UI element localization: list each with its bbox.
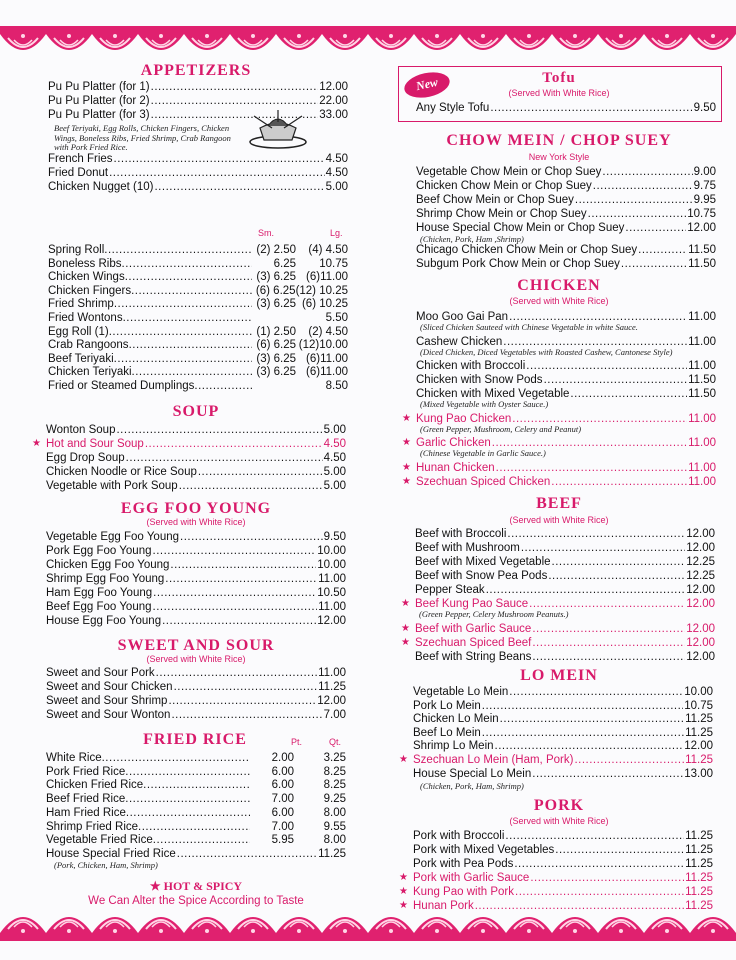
chow-mein-heading: CHOW MEIN / CHOP SUEY [446, 132, 672, 149]
item-price: 5.00 [325, 181, 348, 193]
item-name: Chicken Lo Mein [413, 713, 499, 726]
item-price: 11.25 [685, 900, 713, 912]
item-name: Boneless Ribs [48, 257, 122, 270]
menu-item-row [46, 694, 346, 708]
appetizers-heading: APPETIZERS [140, 62, 252, 79]
item-name: Sweet and Sour Shrimp [46, 695, 168, 707]
menu-item-row [48, 166, 348, 180]
pork-subtitle: (Served with White Rice) [509, 816, 609, 826]
item-name: Sweet and Sour Chicken [46, 681, 173, 693]
item-name: French Fries [48, 153, 113, 165]
large-price: (2) 4.50 [308, 325, 348, 338]
menu-item-row [48, 284, 348, 298]
item-price: 12.00 [686, 650, 715, 663]
item-name: Vegetable Chow Mein or Chop Suey [416, 166, 602, 178]
tofu-subtitle: (Served With White Rice) [508, 88, 610, 98]
pint-price: 7.00 [271, 820, 294, 833]
small-price: (3) 6.25 [256, 271, 296, 284]
item-name: Crab Rangoons [48, 339, 129, 352]
small-price: (2) 2.50 [256, 244, 296, 256]
item-description: (Green Pepper, Celery Mushroom Peanuts.) [419, 609, 569, 619]
menu-item-row [46, 437, 346, 451]
item-price: 12.00 [684, 740, 713, 753]
item-name: Vegetable Egg Foo Young [46, 531, 180, 543]
pint-price: 5.95 [271, 834, 294, 847]
item-price: 9.50 [323, 531, 346, 543]
item-name: Chicken Fried Rice [46, 779, 144, 792]
item-price: 22.00 [319, 95, 348, 107]
item-name: Ham Fried Rice [46, 806, 126, 819]
egg-foo-young-heading: EGG FOO YOUNG [120, 500, 272, 517]
item-price: 13.00 [684, 767, 713, 780]
egg-foo-young-subtitle: (Served with White Rice) [146, 517, 246, 527]
hot-spicy-legend: ★ HOT & SPICY [149, 879, 243, 893]
item-name: Moo Goo Gai Pan [416, 311, 509, 323]
menu-item-row [416, 373, 716, 387]
item-price: 4.50 [323, 452, 346, 464]
menu-item-row [46, 833, 346, 847]
menu-item-row [416, 165, 716, 179]
item-name: Beef Kung Pao Sauce [415, 598, 529, 610]
large-size-label: Lg. [330, 228, 343, 238]
small-price [252, 311, 296, 325]
house-lo-mein-note: (Chicken, Pork, Ham, Shrimp) [420, 781, 524, 791]
item-name: Beef with Garlic Sauce [415, 622, 532, 635]
item-price: 9.50 [693, 102, 716, 114]
menu-item-row [413, 739, 713, 753]
item-name: Chicken Nugget (10) [48, 181, 154, 193]
item-price: 10.00 [317, 559, 346, 571]
hot-spicy-star-icon: ★ [402, 475, 411, 487]
item-name: Garlic Chicken [416, 437, 491, 449]
quart-price: 9.55 [323, 820, 346, 833]
menu-item-row [413, 767, 713, 781]
item-price: 12.00 [317, 615, 346, 627]
item-name: Fried Wontons [48, 312, 123, 324]
new-badge-label: New [414, 74, 440, 94]
hot-spicy-star-icon: ★ [399, 872, 408, 883]
item-price: 11.00 [688, 475, 716, 488]
chicken-heading: CHICKEN [517, 277, 601, 294]
item-price: 11.25 [685, 713, 713, 726]
item-name: Chicken Chow Mein or Chop Suey [416, 180, 592, 192]
item-price: 12.00 [686, 636, 715, 649]
item-price: 9.95 [693, 194, 716, 206]
item-name: Chicken with Mixed Vegetable [416, 388, 570, 400]
item-name: Szechuan Lo Mein (Ham, Pork) [413, 754, 574, 766]
item-name: Chicken Wings [48, 271, 125, 284]
large-price: (12) 10.25 [295, 284, 348, 297]
menu-item-row [416, 243, 716, 257]
item-price: 11.00 [688, 412, 716, 425]
lo-mein-heading: LO MEIN [520, 667, 598, 684]
menu-item-row [416, 221, 716, 235]
menu-item-row [48, 152, 348, 166]
menu-item-row [415, 527, 715, 541]
item-price: 9.75 [693, 180, 716, 192]
small-price: (6) 6.25 [256, 339, 296, 352]
menu-item-row [413, 857, 713, 871]
item-name: Sweet and Sour Pork [46, 667, 155, 679]
item-price: 12.00 [687, 222, 716, 234]
item-name: Szechuan Spiced Chicken [416, 475, 551, 488]
beef-subtitle: (Served with White Rice) [509, 515, 609, 525]
item-name: Shrimp Fried Rice [46, 820, 139, 833]
menu-item-row [413, 885, 713, 899]
pint-price: 2.00 [271, 752, 294, 764]
menu-item-row [416, 461, 716, 475]
small-price: (1) 2.50 [256, 325, 296, 338]
menu-item-row [48, 270, 348, 284]
item-name: Beef Chow Mein or Chop Suey [416, 194, 574, 206]
item-name: Shrimp Lo Mein [413, 740, 494, 753]
item-name: Beef with Mixed Vegetable [415, 556, 551, 568]
menu-item-row [46, 465, 346, 479]
house-chow-mein-note: (Chicken, Pork, Ham ,Shrimp) [420, 234, 524, 244]
menu-item-row [46, 778, 346, 792]
menu-item-row [46, 451, 346, 465]
large-price: 5.50 [325, 312, 348, 324]
item-price: 11.00 [688, 311, 716, 323]
menu-item-row [416, 179, 716, 193]
hot-spicy-star-icon: ★ [401, 622, 410, 634]
menu-item-row [48, 80, 348, 94]
hot-spicy-star-icon: ★ [399, 900, 408, 911]
hot-spicy-star-icon: ★ [401, 636, 410, 648]
menu-item-row [413, 726, 713, 740]
menu-item-row [416, 101, 716, 115]
menu-item-row [48, 94, 348, 108]
small-price: (6) 6.25 [255, 284, 296, 297]
item-price: 11.00 [688, 437, 716, 449]
fried-rice-heading: FRIED RICE [143, 731, 247, 748]
item-name: Beef with Mushroom [415, 542, 520, 554]
menu-item-row [416, 257, 716, 271]
hot-spicy-star-icon: ★ [32, 438, 41, 449]
menu-item-row [48, 180, 348, 194]
item-price: 11.00 [688, 360, 716, 372]
item-name: Pork with Mixed Vegetables [413, 844, 555, 856]
item-price: 11.50 [688, 374, 716, 386]
quart-price: 3.25 [323, 752, 346, 764]
menu-item-row [48, 297, 348, 311]
item-name: Pork with Broccoli [413, 830, 505, 842]
pork-heading: PORK [533, 797, 585, 814]
small-price: (3) 6.25 [256, 298, 296, 311]
item-description: (Green Pepper, Mushroom, Celery and Peanut) [420, 423, 582, 434]
item-price: 5.00 [323, 424, 346, 436]
item-price: 11.50 [688, 258, 716, 270]
item-price: 12.25 [686, 570, 715, 582]
item-name: Pork Fried Rice [46, 765, 126, 778]
house-fried-rice-note: (Pork, Chicken, Ham, Shrimp) [54, 860, 158, 870]
item-name: House Special Lo Mein [413, 767, 532, 780]
item-price: 7.00 [323, 709, 346, 721]
menu-item-row [46, 820, 346, 834]
item-price: 11.00 [318, 601, 346, 613]
item-price: 10.00 [317, 545, 346, 557]
hot-spicy-star-icon: ★ [402, 437, 411, 448]
menu-item-row [48, 365, 348, 379]
item-price: 4.50 [325, 167, 348, 179]
menu-item-row [46, 751, 346, 765]
menu-item-row [413, 685, 713, 699]
menu-item-row [46, 614, 346, 628]
item-name: Pu Pu Platter (for 3) [48, 109, 150, 121]
item-name: Vegetable Fried Rice [46, 834, 153, 847]
hot-spicy-star-icon: ★ [399, 886, 408, 897]
large-price: (6) 10.25 [301, 298, 348, 311]
menu-item-row [46, 423, 346, 437]
pint-price: 6.00 [271, 765, 294, 778]
item-price: 11.00 [688, 335, 716, 348]
item-price: 11.25 [318, 681, 346, 693]
large-price: (6)11.00 [306, 366, 348, 379]
menu-item-row [48, 257, 348, 271]
menu-item-row [46, 558, 346, 572]
small-price: (3) 6.25 [256, 352, 296, 365]
item-price: 9.00 [693, 166, 716, 178]
menu-item-row [48, 311, 348, 325]
item-name: Beef Fried Rice [46, 793, 126, 806]
house-fried-rice-row: House Special Fried Rice ..... 11.25 [46, 847, 346, 861]
soup-heading: SOUP [172, 403, 220, 420]
menu-item-row [413, 871, 713, 885]
item-name: Hunan Pork [413, 900, 474, 912]
item-name: Chicken Noodle or Rice Soup [46, 466, 197, 478]
beef-heading: BEEF [536, 495, 582, 512]
item-price: 11.25 [685, 726, 713, 739]
item-name: Pu Pu Platter (for 1) [48, 81, 150, 93]
menu-item-row [46, 792, 346, 806]
menu-item-row [413, 843, 713, 857]
large-price: 8.50 [325, 380, 348, 392]
spice-note: We Can Alter the Spice According to Taste [88, 895, 304, 907]
item-price: 11.00 [318, 573, 346, 585]
item-name: Szechuan Spiced Beef [415, 636, 532, 649]
menu-item-row [48, 243, 348, 257]
small-size-label: Sm. [258, 228, 275, 238]
item-price: 11.25 [685, 886, 713, 898]
menu-item-row [413, 899, 713, 913]
tofu-heading: Tofu [542, 70, 576, 86]
item-name: Beef Lo Mein [413, 726, 481, 739]
sweet-sour-subtitle: (Served with White Rice) [146, 654, 246, 664]
item-name: Beef Teriyaki [48, 352, 114, 365]
item-name: Beef with Snow Pea Pods [415, 570, 548, 582]
menu-item-row [46, 572, 346, 586]
pint-label: Pt. [291, 737, 303, 747]
small-price: (3) 6.25 [256, 366, 296, 379]
quart-price: 9.25 [323, 793, 346, 806]
item-price: 12.00 [686, 622, 715, 635]
menu-item-row [46, 666, 346, 680]
item-name: Hunan Chicken [416, 461, 495, 474]
pint-price: 7.00 [271, 793, 294, 806]
menu-item-row [46, 765, 346, 779]
item-name: Pork with Pea Pods [413, 858, 514, 870]
item-price: 11.00 [318, 667, 346, 679]
item-name: Pork Lo Mein [413, 699, 481, 712]
menu-item-row [416, 193, 716, 207]
menu-item-row [46, 600, 346, 614]
item-name: Pork Egg Foo Young [46, 545, 152, 557]
large-price: (6)11.00 [306, 271, 348, 284]
hot-spicy-star-icon: ★ [399, 754, 408, 765]
item-name: Vegetable Lo Mein [413, 686, 509, 698]
item-price: 11.50 [688, 388, 716, 400]
item-price: 10.00 [684, 686, 713, 698]
small-price [252, 379, 296, 393]
item-name: Egg Roll (1) [48, 325, 109, 338]
quart-price: 8.25 [323, 779, 346, 792]
item-name: Kung Pao Chicken [416, 412, 512, 425]
item-name: Hot and Sour Soup [46, 438, 144, 450]
item-name: Kung Pao with Pork [413, 886, 515, 898]
menu-item-row [416, 359, 716, 373]
item-name: White Rice [46, 752, 102, 764]
menu-item-row [415, 541, 715, 555]
item-name: Pepper Steak [415, 584, 485, 596]
item-name: Chicago Chicken Chow Mein or Chop Suey [416, 244, 638, 256]
sweet-sour-heading: SWEET AND SOUR [117, 637, 275, 654]
item-name: Chicken Fingers [48, 284, 132, 297]
large-price: (12)10.00 [298, 339, 348, 352]
menu-item-row [48, 352, 348, 366]
menu-item-row [46, 530, 346, 544]
hot-spicy-star-icon: ★ [401, 598, 410, 609]
large-price: (6)11.00 [306, 352, 348, 365]
menu-item-row [46, 586, 346, 600]
item-name: Subgum Pork Chow Mein or Chop Suey [416, 258, 620, 270]
item-price: 33.00 [319, 109, 348, 121]
menu-item-row [413, 753, 713, 767]
item-name: Shrimp Chow Mein or Chop Suey [416, 208, 587, 220]
platter-note: Beef Teriyaki, Egg Rolls, Chicken Fingers, Chicken Wings, Boneless Ribs, Fried Shrimp, Crab Rangoon with Pork Fried Rice. [54, 123, 231, 152]
item-name: Beef Egg Foo Young [46, 601, 152, 613]
chicken-subtitle: (Served with White Rice) [509, 296, 609, 306]
quart-price: 8.00 [323, 834, 346, 847]
item-price: 10.75 [687, 208, 716, 220]
menu-item-row [48, 325, 348, 339]
menu-item-row [46, 479, 346, 493]
menu-item-row [48, 338, 348, 352]
item-price: 11.25 [685, 754, 713, 766]
quart-price: 8.00 [323, 806, 346, 819]
item-price: 11.25 [685, 872, 713, 884]
menu-item-row [415, 636, 715, 650]
small-price: 6.25 [273, 257, 296, 270]
large-price: 10.75 [319, 257, 348, 270]
item-name: Spring Roll [48, 244, 105, 256]
item-name: Any Style Tofu [416, 102, 490, 114]
top-decorative-border [0, 26, 736, 62]
menu-item-row [415, 569, 715, 583]
item-name: House Special Chow Mein or Chop Suey [416, 222, 625, 234]
item-price: 4.50 [323, 438, 346, 450]
menu-item-row [46, 806, 346, 820]
item-price: 5.00 [323, 480, 346, 492]
item-price: 11.25 [685, 858, 713, 870]
quart-label: Qt. [329, 737, 342, 747]
item-price: 11.25 [685, 844, 713, 856]
item-name: Chicken with Broccoli [416, 360, 526, 372]
item-price: 10.50 [317, 587, 346, 599]
item-name: Fried Donut [48, 167, 109, 179]
menu-item-row [415, 650, 715, 664]
pupu-platter-pot-icon [246, 108, 310, 150]
menu-item-row [416, 207, 716, 221]
item-price: 12.00 [686, 528, 715, 540]
item-name: Wonton Soup [46, 424, 116, 436]
item-price: 10.75 [684, 699, 713, 712]
item-name: Beef with Broccoli [415, 528, 507, 540]
menu-item-row [413, 829, 713, 843]
chow-mein-subtitle: New York Style [528, 152, 590, 162]
item-name: Cashew Chicken [416, 335, 503, 348]
item-description: (Chinese Vegetable in Garlic Sauce.) [420, 448, 546, 458]
item-price: 11.50 [688, 244, 716, 256]
item-name: Ham Egg Foo Young [46, 587, 153, 599]
hot-spicy-star-icon: ★ [402, 461, 411, 473]
menu-item-row [413, 712, 713, 726]
item-price: 12.00 [686, 598, 715, 610]
large-price: (4) 4.50 [308, 244, 348, 256]
item-name: Chicken Teriyaki [48, 366, 132, 379]
item-price: 4.50 [325, 153, 348, 165]
item-price: 12.25 [686, 556, 715, 568]
item-name: Beef with String Beans [415, 650, 532, 663]
menu-item-row [48, 379, 348, 393]
menu-item-row [46, 708, 346, 722]
menu-item-row [415, 555, 715, 569]
menu-item-row [46, 680, 346, 694]
quart-price: 8.25 [323, 765, 346, 778]
item-name: House Egg Foo Young [46, 615, 162, 627]
item-price: 12.00 [686, 542, 715, 554]
item-name: Pork with Garlic Sauce [413, 872, 530, 884]
item-name: Chicken Egg Foo Young [46, 559, 170, 571]
item-description: (Diced Chicken, Diced Vegetables with Roasted Cashew, Cantonese Style) [420, 346, 673, 357]
menu-item-row [46, 544, 346, 558]
item-description: (Mixed Vegetable with Oyster Sauce.) [420, 399, 549, 409]
item-name: Egg Drop Soup [46, 452, 125, 464]
item-name: Sweet and Sour Wonton [46, 709, 171, 721]
item-price: 11.00 [688, 461, 716, 474]
item-name: Fried or Steamed Dumplings [48, 380, 195, 392]
item-name: Shrimp Egg Foo Young [46, 573, 165, 585]
menu-item-row [416, 475, 716, 489]
menu-item-row [415, 583, 715, 597]
item-name: Fried Shrimp [48, 298, 114, 311]
item-name: Vegetable with Pork Soup [46, 480, 178, 492]
item-price: 5.00 [323, 466, 346, 478]
item-name: Pu Pu Platter (for 2) [48, 95, 150, 107]
menu-item-row [415, 622, 715, 636]
item-description: (Sliced Chicken Sauteed with Chinese Vegetable in white Sauce. [420, 322, 638, 332]
hot-spicy-star-icon: ★ [402, 412, 411, 424]
item-price: 12.00 [317, 695, 346, 707]
pint-price: 6.00 [271, 806, 294, 819]
item-price: 11.25 [685, 830, 713, 842]
pint-price: 6.00 [271, 779, 294, 792]
item-name: Chicken with Snow Pods [416, 374, 543, 386]
menu-item-row [413, 699, 713, 713]
item-price: 12.00 [319, 81, 348, 93]
item-price: 12.00 [686, 584, 715, 596]
